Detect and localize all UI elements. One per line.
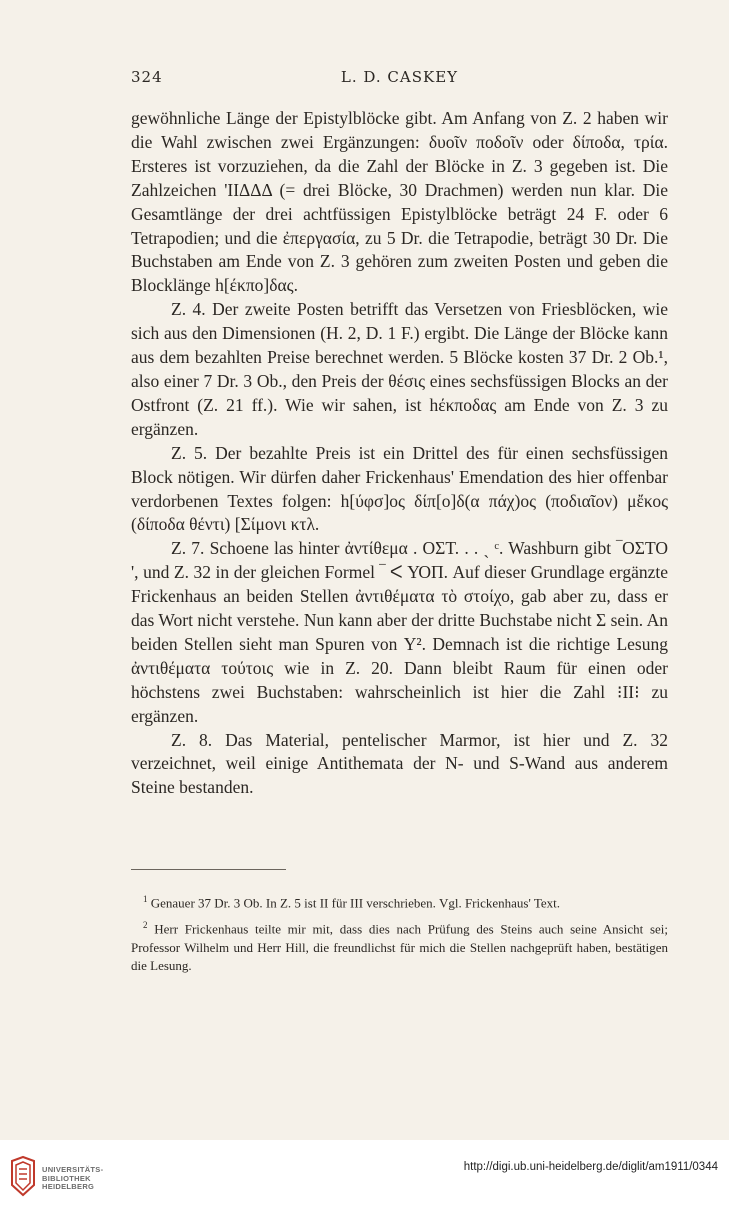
- page-header: [131, 68, 668, 92]
- footnote-text: Herr Frickenhaus teilte mir mit, dass dies nach Prüfung des Steins auch seine Ansicht sei; Professor Wilhelm und Herr Hill, die freundlichst für mich die Stellen nachgeprüft haben, bestätigen die Lesung.: [131, 921, 668, 974]
- paragraph: Z. 5. Der bezahlte Preis ist ein Drittel des für einen sechsfüssigen Block nötigen. Wir dürfen daher Frickenhaus' Emendation des hier offenbar verdorbenen Textes folgen: h[ύφσ]ος δίπ[ο]δ(α πάχ)ος (ποδιαῖον) μἔκος (δίποδα θέντι) [Σίμονι κτλ.: [131, 442, 668, 535]
- page-number: 324: [131, 68, 163, 86]
- library-name-line: BIBLIOTHEK: [42, 1173, 91, 1183]
- paragraph: gewöhnliche Länge der Epistylblöcke gibt. Am Anfang von Z. 2 haben wir die Wahl zwischen zwei Ergänzungen: δυοῖν ποδοῖν oder δίποδα, τρία. Ersteres ist vorzuziehen, da die Zahl der Blöcke in Z. 3 gegeben ist. Die Zahlzeichen 'ΙΙΔΔΔ (= drei Blöcke, 30 Drachmen) werden nun klar. Die Gesamtlänge der drei achtfüssigen Epistylblöcke beträgt 24 F. oder 6 Tetrapodien; und die ἐπεργασία, zu 5 Dr. die Tetrapodie, beträgt 30 Dr. Die Buchstaben am Ende von Z. 3 gehören zum zweiten Posten und geben die Blocklänge h[έκπο]δας.: [131, 108, 668, 296]
- library-name: [42, 1166, 103, 1192]
- footnote-text: Genauer 37 Dr. 3 Ob. In Z. 5 ist II für III verschrieben. Vgl. Frickenhaus' Text.: [150, 895, 561, 911]
- footnotes: [131, 890, 668, 976]
- paragraph: Z. 7. Schoene las hinter ἀντίθεμα . ΟΣΤ. . . ˎ ᶜ. Washburn gibt ‾ΟΣΤΟ ', und Z. 32 in der gleichen Formel ‾ ᐸ ΥΟΠ. Auf dieser Grundlage ergänzte Frickenhaus an beiden Stellen ἀντιθέματα τὸ στοίχο, gab aber zu, dass er das Wort nicht verstehe. Nun kann aber der dritte Buchstabe nicht Σ sein. An beiden Stellen sieht man Spuren von Υ². Demnach ist die richtige Lesung ἀντιθέματα τούτοις wie in Z. 20. Dann bleibt Raum für einen oder höchstens zwei Buchstaben: wahrscheinlich ist hier die Zahl ⁝ΙΙ⁝ zu ergänzen.: [131, 538, 668, 726]
- footnote-divider: [131, 869, 286, 870]
- footnote-mark: 1: [143, 894, 148, 904]
- paragraph: Z. 8. Das Material, pentelischer Marmor, ist hier und Z. 32 verzeichnet, weil einige Antithemata der N- und S-Wand aus anderem Steine bestanden.: [131, 729, 668, 798]
- paragraph: Z. 4. Der zweite Posten betrifft das Versetzen von Friesblöcken, wie sich aus den Dimensionen (H. 2, D. 1 F.) ergibt. Die Länge der Blöcke kann aus dem bezahlten Preise berechnet werden. 5 Blöcke kosten 37 Dr. 2 Ob.¹, also einer 7 Dr. 3 Ob., den Preis der θέσις eines sechsfüssigen Blocks an der Ostfront (Z. 21 ff.). Wie wir sahen, ist hέκποδας am Ende von Z. 3 zu ergänzen.: [131, 299, 668, 439]
- library-logo-icon: [8, 1155, 38, 1199]
- footnote: [131, 916, 668, 976]
- footnote-mark: 2: [143, 919, 148, 930]
- viewer-footer: [0, 1140, 729, 1207]
- footnote: [131, 890, 668, 913]
- main-text: [131, 107, 668, 800]
- library-name-line: HEIDELBERG: [42, 1182, 95, 1191]
- running-title: L. D. CASKEY: [340, 68, 459, 86]
- source-url[interactable]: http://digi.ub.uni-heidelberg.de/diglit/am1911/0344: [463, 1161, 718, 1173]
- library-name-line: UNIVERSITÄTS-: [42, 1165, 104, 1174]
